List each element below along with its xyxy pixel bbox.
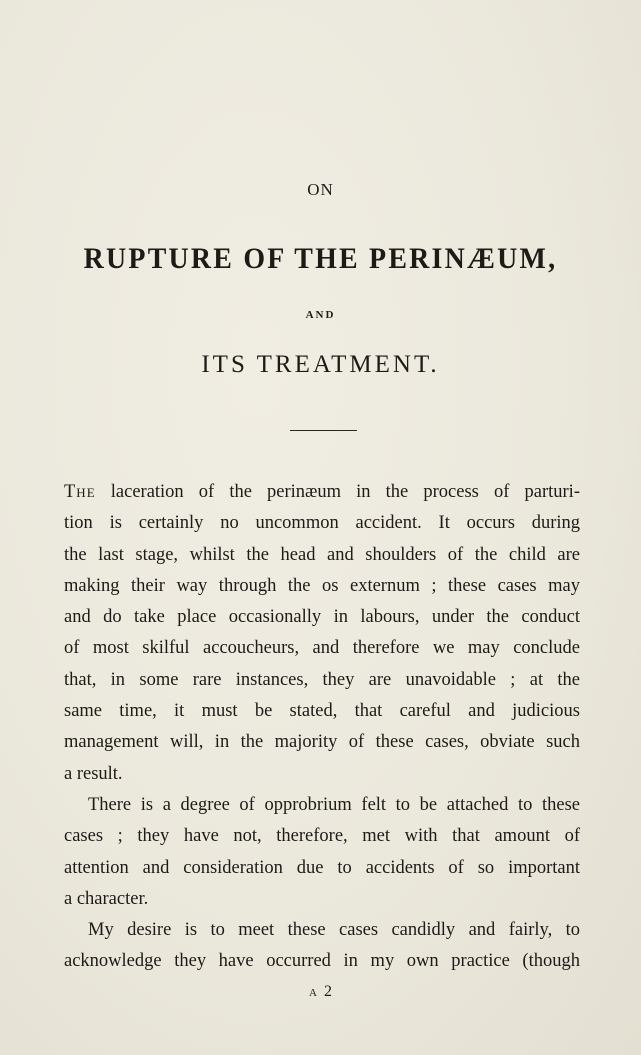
text-line: of most skilful accoucheurs, and therefore we may conclude — [64, 638, 580, 659]
text-line: cases ; they have not, therefore, met with that amount of — [64, 826, 580, 847]
text-line: making their way through the os externum ; these cases may — [64, 575, 580, 596]
text-line: the last stage, whilst the head and shoulders of the child are — [64, 544, 580, 565]
text-line: that, in some rare instances, they are unavoidable ; at the — [64, 669, 580, 690]
conjunction: AND — [305, 309, 336, 321]
signature-mark — [309, 983, 333, 1001]
text-line: tion is certainly no uncommon accident. It occurs during — [64, 513, 580, 534]
text-line: a character. — [64, 888, 149, 909]
text-line: There is a degree of opprobrium felt to be attached to these — [88, 794, 580, 815]
text-line: and do take place occasionally in labours, under the conduct — [64, 607, 580, 628]
pre-title: ON — [307, 180, 334, 199]
text-line: acknowledge they have occurred in my own practice (though — [64, 951, 580, 972]
text-line: attention and consideration due to accidents of so important — [64, 857, 580, 878]
body-text — [64, 477, 580, 978]
text-line: My desire is to meet these cases candidly and fairly, to — [88, 920, 580, 941]
signature-number: 2 — [323, 983, 333, 1000]
text-line: management will, in the majority of these cases, obviate such — [64, 732, 580, 753]
text-line: same time, it must be stated, that careful and judicious — [64, 701, 580, 722]
divider-rule — [290, 430, 357, 431]
drop-lead-word: The — [64, 482, 96, 502]
text-line-content: laceration of the perinæum in the process of parturi- — [95, 482, 580, 502]
signature-letter: A — [309, 987, 319, 999]
text-line — [64, 477, 580, 508]
subtitle: ITS TREATMENT. — [201, 351, 440, 378]
text-line: a result. — [64, 763, 123, 784]
page-title: RUPTURE OF THE PERINÆUM, — [83, 242, 558, 275]
